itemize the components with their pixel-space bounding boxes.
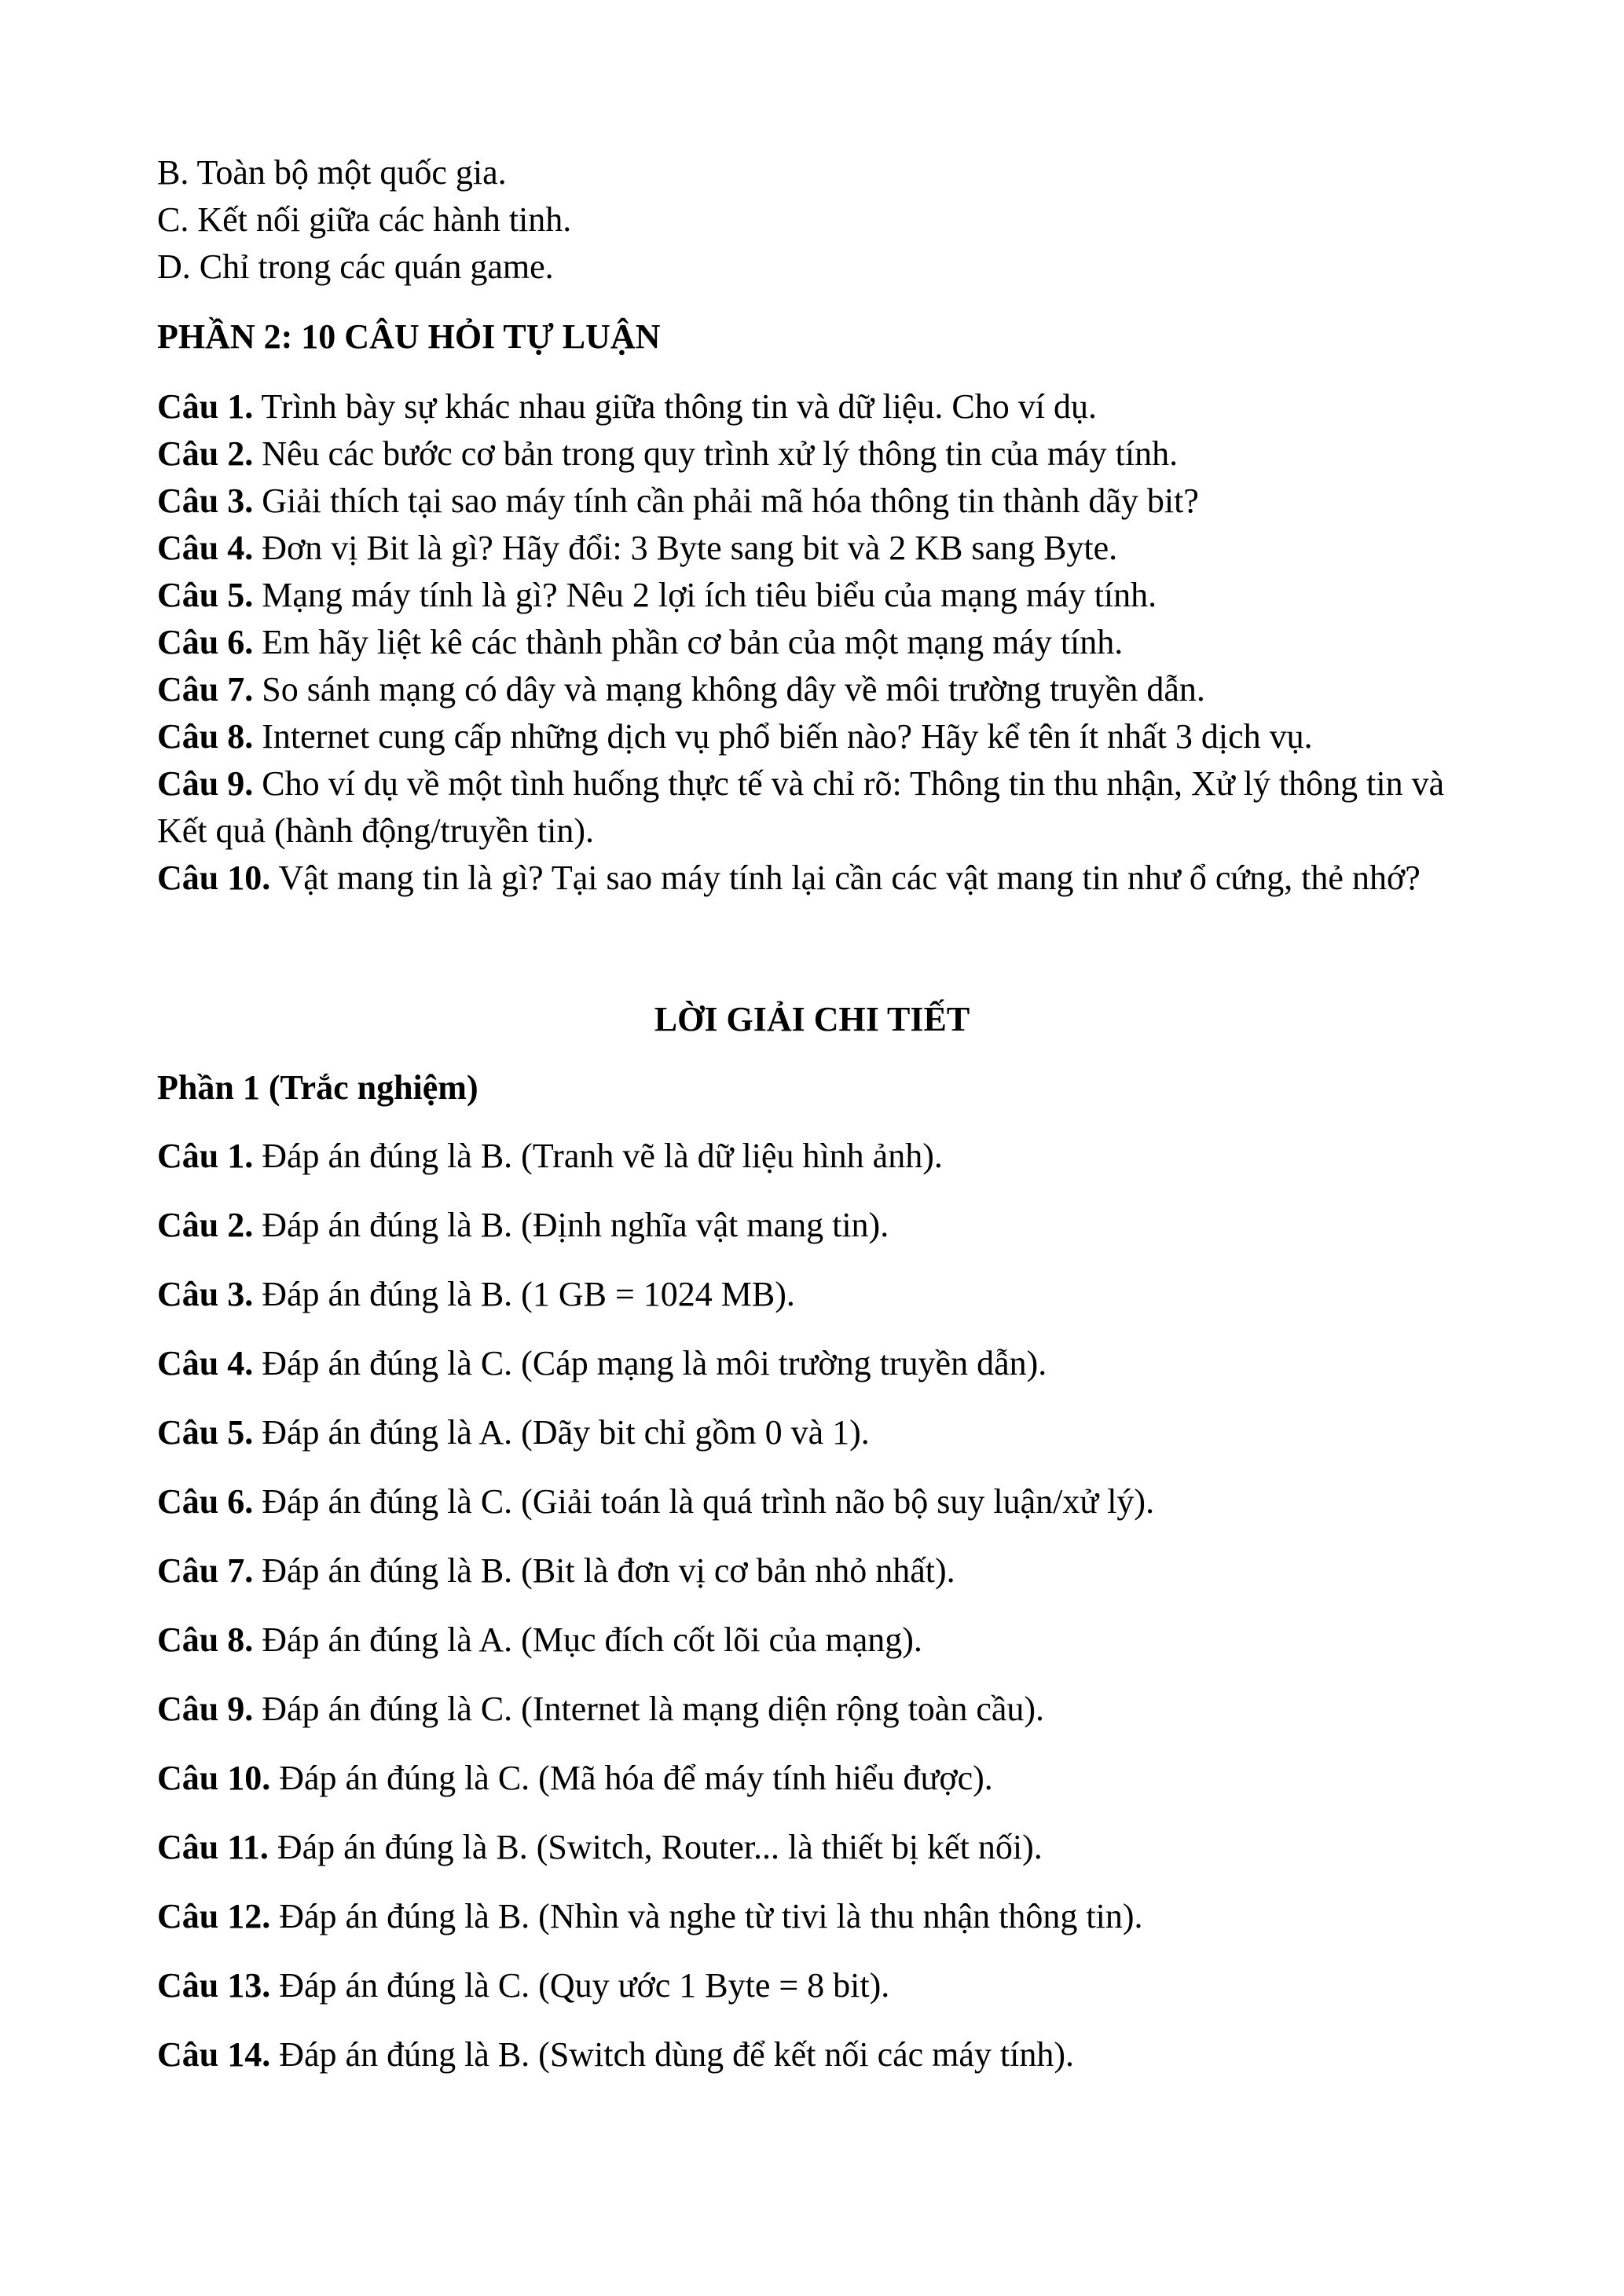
question-text: Giải thích tại sao máy tính cần phải mã hóa thông tin thành dãy bit? — [253, 482, 1199, 520]
document-page — [157, 149, 1493, 2100]
answer-label: Câu 13. — [157, 1966, 271, 2005]
answer-text: Đáp án đúng là B. (Tranh vẽ là dữ liệu hình ảnh). — [253, 1137, 943, 1175]
answer-list — [157, 1133, 1493, 2078]
section-2-heading: PHẦN 2: 10 CÂU HỎI TỰ LUẬN — [157, 317, 661, 356]
answer-item — [157, 1202, 1493, 1249]
question-text: Đơn vị Bit là gì? Hãy đổi: 3 Byte sang bit và 2 KB sang Byte. — [253, 529, 1118, 567]
question-text: Internet cung cấp những dịch vụ phổ biến nào? Hãy kể tên ít nhất 3 dịch vụ. — [253, 717, 1313, 756]
essay-question — [157, 666, 1493, 713]
answer-text: Đáp án đúng là B. (Switch dùng để kết nối các máy tính). — [270, 2035, 1075, 2074]
answer-item — [157, 1478, 1493, 1525]
answer-item — [157, 1547, 1493, 1595]
part-1-heading: Phần 1 (Trắc nghiệm) — [157, 1068, 478, 1107]
answer-item — [157, 1340, 1493, 1387]
answer-label: Câu 14. — [157, 2035, 271, 2074]
essay-question — [157, 855, 1477, 902]
answer-item — [157, 1617, 1493, 1664]
essay-question — [157, 619, 1493, 666]
question-label: Câu 8. — [157, 717, 254, 756]
answer-item — [157, 1962, 1493, 2009]
option-b: B. Toàn bộ một quốc gia. — [157, 153, 507, 192]
answer-text: Đáp án đúng là C. (Quy ước 1 Byte = 8 bit). — [270, 1966, 890, 2005]
solution-heading: LỜI GIẢI CHI TIẾT — [654, 1000, 970, 1038]
answer-item — [157, 1271, 1493, 1318]
question-text: Trình bày sự khác nhau giữa thông tin và dữ liệu. Cho ví dụ. — [253, 387, 1097, 426]
question-label: Câu 9. — [157, 764, 254, 803]
essay-question — [157, 713, 1493, 760]
answer-text: Đáp án đúng là B. (Định nghĩa vật mang tin). — [253, 1206, 889, 1244]
essay-question — [157, 525, 1493, 572]
question-text: So sánh mạng có dây và mạng không dây về môi trường truyền dẫn. — [253, 670, 1205, 709]
question-label: Câu 5. — [157, 576, 254, 614]
answer-text: Đáp án đúng là A. (Mục đích cốt lõi của mạng). — [253, 1620, 922, 1659]
question-label: Câu 3. — [157, 482, 254, 520]
essay-question — [157, 430, 1493, 478]
answer-label: Câu 6. — [157, 1482, 254, 1521]
essay-question — [157, 572, 1493, 619]
answer-label: Câu 9. — [157, 1690, 254, 1728]
question-label: Câu 4. — [157, 529, 254, 567]
answer-label: Câu 10. — [157, 1759, 271, 1797]
answer-text: Đáp án đúng là C. (Giải toán là quá trình não bộ suy luận/xử lý). — [253, 1482, 1155, 1521]
answer-label: Câu 11. — [157, 1828, 269, 1866]
answer-item — [157, 1893, 1493, 1940]
answer-options — [157, 149, 1493, 291]
answer-text: Đáp án đúng là B. (Bit là đơn vị cơ bản nhỏ nhất). — [253, 1551, 955, 1590]
answer-label: Câu 12. — [157, 1897, 271, 1935]
answer-label: Câu 8. — [157, 1620, 254, 1659]
answer-item — [157, 1755, 1493, 1802]
question-text: Vật mang tin là gì? Tại sao máy tính lại cần các vật mang tin như ổ cứng, thẻ nhớ? — [270, 859, 1421, 897]
answer-label: Câu 1. — [157, 1137, 254, 1175]
answer-label: Câu 7. — [157, 1551, 254, 1590]
essay-question — [157, 478, 1493, 525]
question-text: Nêu các bước cơ bản trong quy trình xử lý thông tin của máy tính. — [253, 434, 1179, 473]
question-label: Câu 10. — [157, 859, 271, 897]
answer-text: Đáp án đúng là B. (Switch, Router... là thiết bị kết nối). — [268, 1828, 1043, 1866]
answer-text: Đáp án đúng là C. (Cáp mạng là môi trường truyền dẫn). — [253, 1344, 1047, 1382]
answer-item — [157, 1686, 1493, 1733]
question-text: Mạng máy tính là gì? Nêu 2 lợi ích tiêu biểu của mạng máy tính. — [253, 576, 1157, 614]
answer-text: Đáp án đúng là B. (1 GB = 1024 MB). — [253, 1275, 795, 1313]
question-text: Cho ví dụ về một tình huống thực tế và chỉ rõ: Thông tin thu nhận, Xử lý thông tin và Kết quả (hành động/truyền tin). — [157, 764, 1445, 850]
answer-label: Câu 4. — [157, 1344, 254, 1382]
answer-text: Đáp án đúng là C. (Mã hóa để máy tính hiểu được). — [270, 1759, 993, 1797]
option-c: C. Kết nối giữa các hành tinh. — [157, 200, 572, 239]
answer-label: Câu 5. — [157, 1413, 254, 1452]
answer-item — [157, 1409, 1493, 1456]
answer-label: Câu 3. — [157, 1275, 254, 1313]
answer-label: Câu 2. — [157, 1206, 254, 1244]
answer-item — [157, 1133, 1493, 1180]
answer-text: Đáp án đúng là C. (Internet là mạng diện rộng toàn cầu). — [253, 1690, 1045, 1728]
essay-question-list — [157, 383, 1493, 902]
answer-item — [157, 2031, 1493, 2078]
answer-item — [157, 1824, 1493, 1871]
question-label: Câu 1. — [157, 387, 254, 426]
question-label: Câu 7. — [157, 670, 254, 709]
essay-question — [157, 383, 1493, 430]
question-label: Câu 6. — [157, 623, 254, 661]
essay-question — [157, 760, 1477, 855]
question-label: Câu 2. — [157, 434, 254, 473]
question-text: Em hãy liệt kê các thành phần cơ bản của một mạng máy tính. — [253, 623, 1124, 661]
answer-text: Đáp án đúng là A. (Dãy bit chỉ gồm 0 và 1). — [253, 1413, 870, 1452]
answer-text: Đáp án đúng là B. (Nhìn và nghe từ tivi là thu nhận thông tin). — [270, 1897, 1143, 1935]
option-d: D. Chỉ trong các quán game. — [157, 247, 554, 286]
